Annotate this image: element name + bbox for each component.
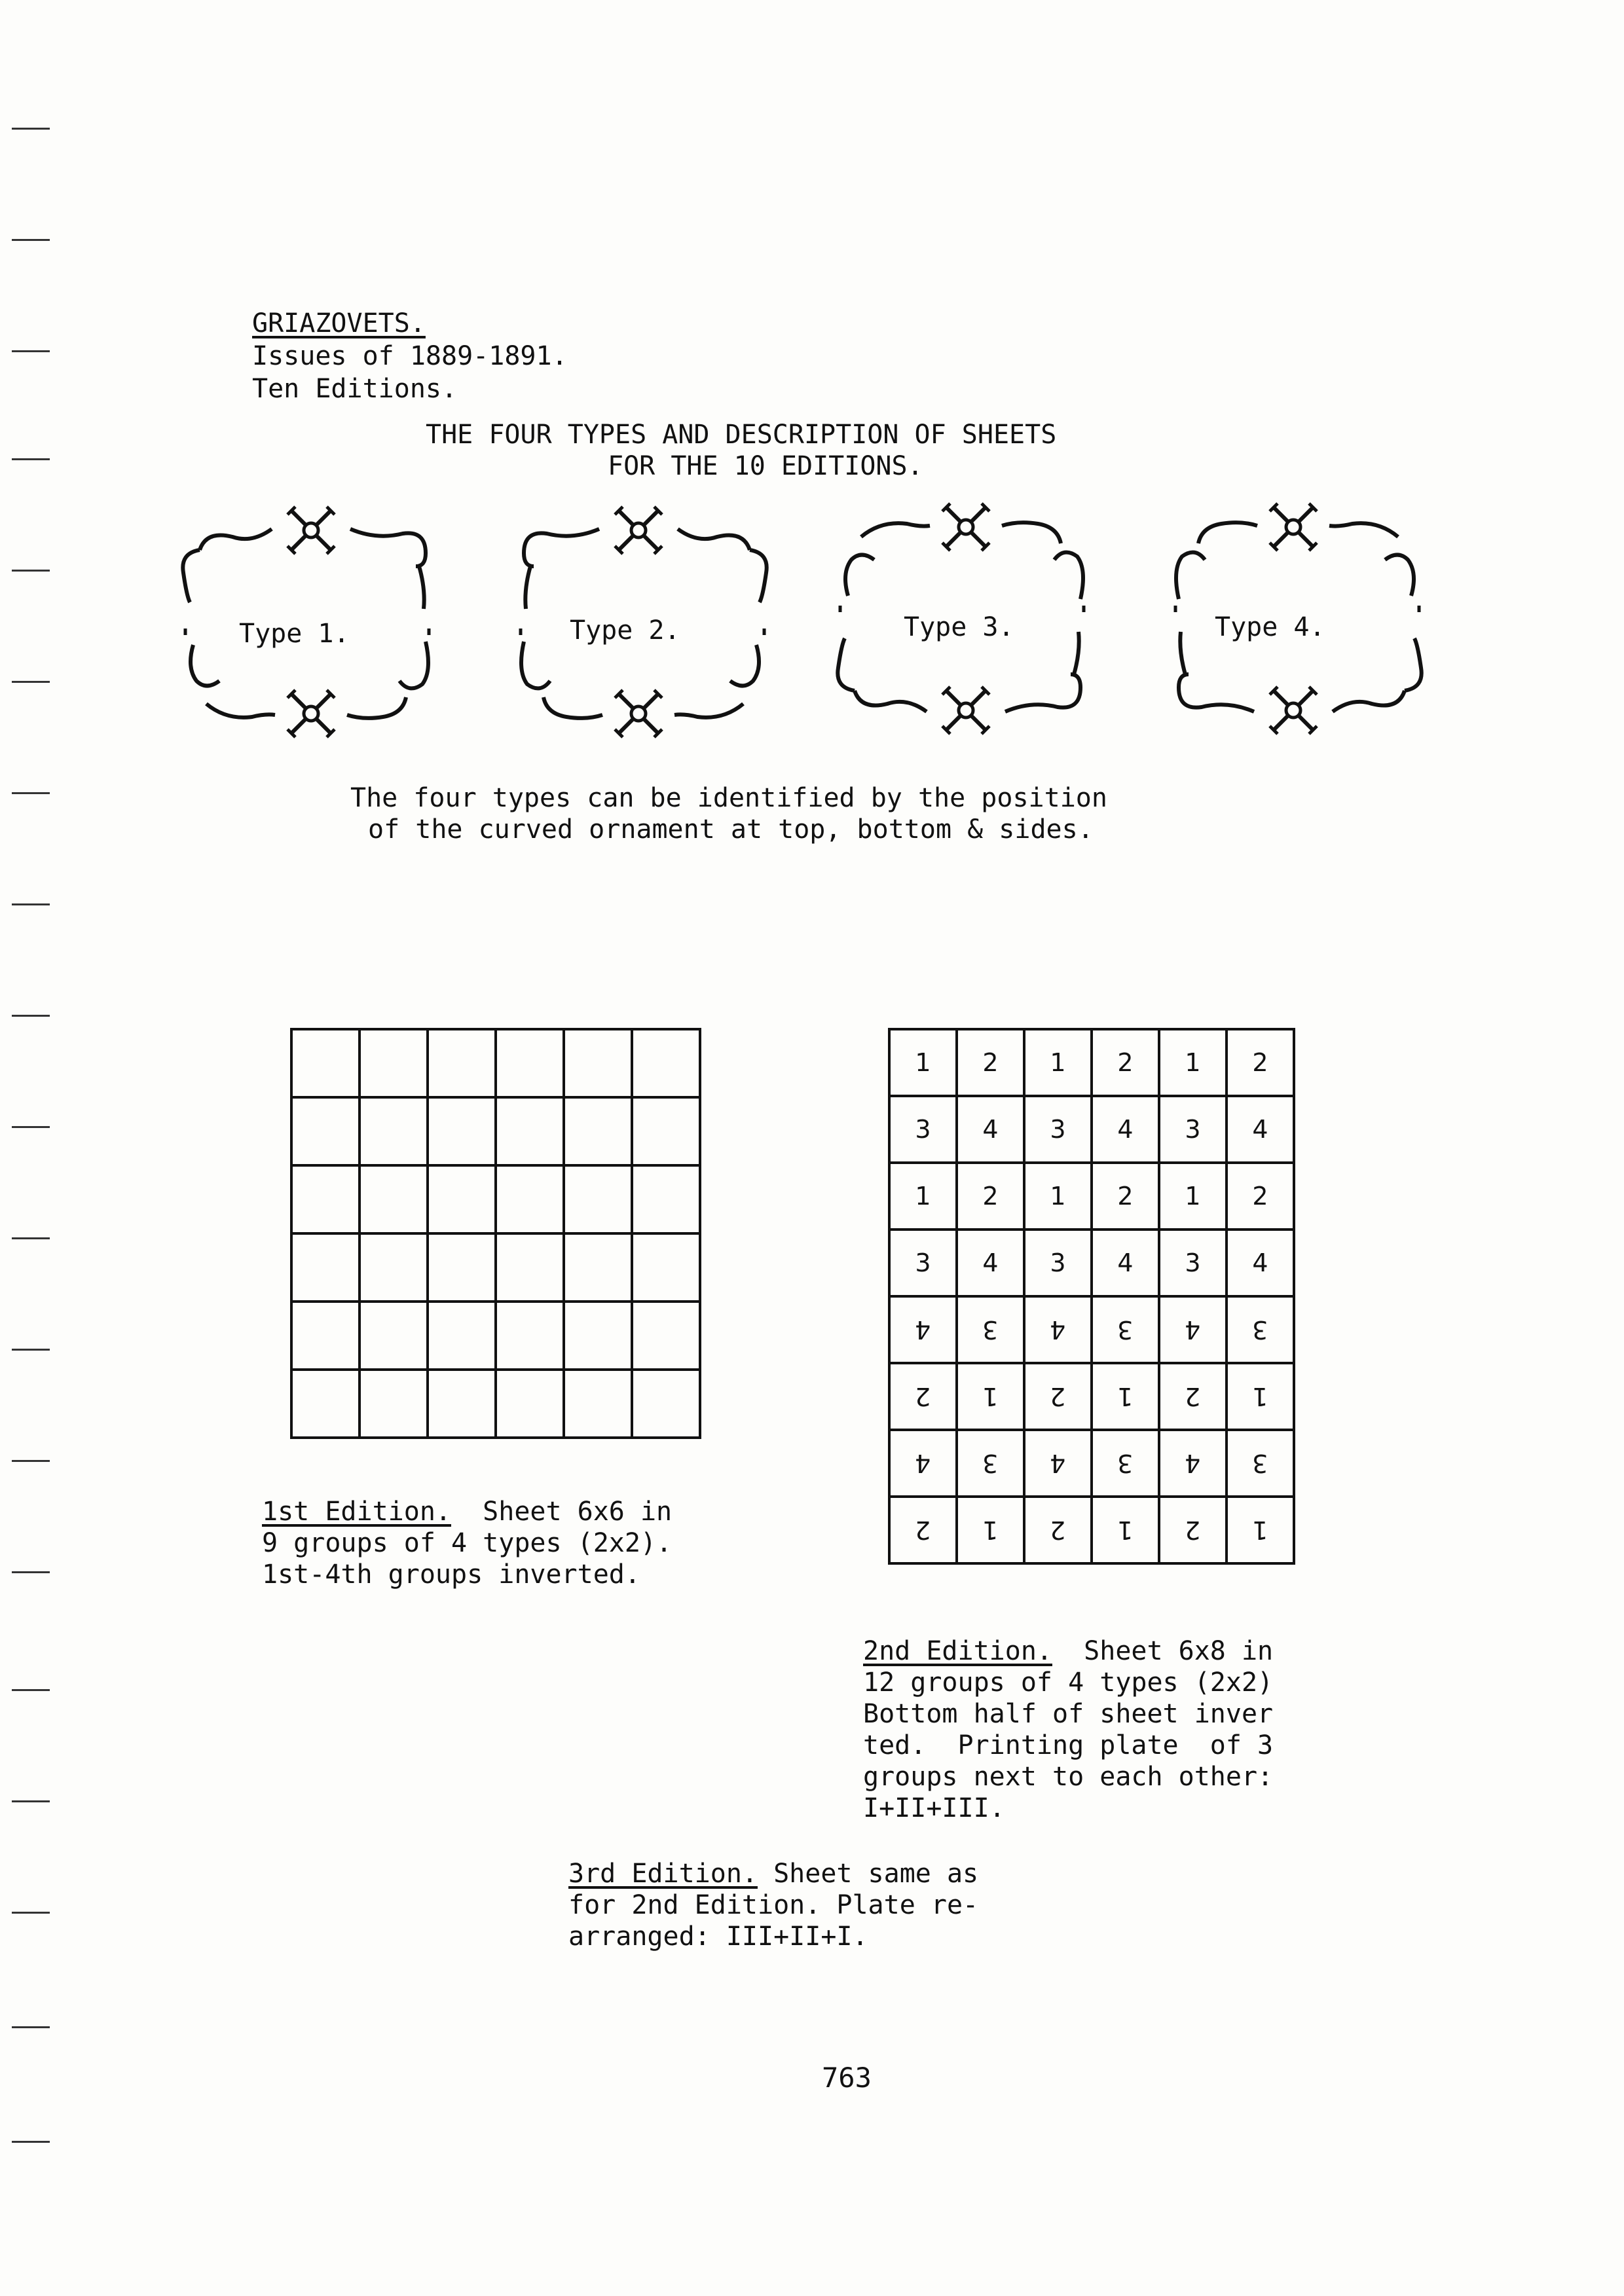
- edition-3-line-2: for 2nd Edition. Plate re-: [568, 1890, 979, 1920]
- page-title: GRIAZOVETS.: [252, 308, 426, 338]
- edition-2-line-1-text: Sheet 6x8 in: [1052, 1636, 1274, 1666]
- type-number: 4: [1117, 1115, 1134, 1144]
- sheet-cell: [1024, 1363, 1092, 1430]
- table-row: [889, 1029, 1294, 1096]
- type-number: 4: [915, 1315, 931, 1344]
- sheet-cell: [1092, 1363, 1159, 1430]
- type-number: 1: [1185, 1182, 1201, 1211]
- type-2-frame: [494, 504, 783, 740]
- sheet-cell: [1092, 1296, 1159, 1363]
- type-number: 4: [1252, 1115, 1268, 1144]
- sheet-cell: [1159, 1163, 1227, 1230]
- table-row: [889, 1230, 1294, 1296]
- sheet-cell: [889, 1230, 957, 1296]
- type-number: 1: [1252, 1516, 1268, 1544]
- type-number: 1: [982, 1382, 999, 1411]
- edition-1-heading: 1st Edition.: [262, 1497, 451, 1527]
- edition-1-line-3: 1st-4th groups inverted.: [262, 1559, 640, 1590]
- edition-3-line-1-text: Sheet same as: [757, 1859, 979, 1889]
- sheet-cell: [1227, 1096, 1294, 1163]
- sheet-cell: [1159, 1430, 1227, 1497]
- sheet-6x8-grid: [888, 1028, 1295, 1565]
- sheet-cell: [1092, 1430, 1159, 1497]
- type-3-frame: [822, 501, 1110, 737]
- type-number: 2: [1252, 1048, 1268, 1077]
- sheet-cell: [957, 1497, 1024, 1563]
- type-number: 1: [1117, 1516, 1134, 1544]
- sheet-cell: [1024, 1029, 1092, 1096]
- sheet-cell: [1024, 1230, 1092, 1296]
- edition-2-line-6: I+II+III.: [863, 1793, 1005, 1823]
- sheet-cell: [1024, 1430, 1092, 1497]
- sheet-cell: [889, 1497, 957, 1563]
- table-row: [889, 1497, 1294, 1563]
- edition-2-line-1: [863, 1635, 1273, 1667]
- edition-1-line-2: 9 groups of 4 types (2x2).: [262, 1528, 673, 1558]
- table-row: [889, 1363, 1294, 1430]
- edition-3-line-1: [568, 1858, 978, 1889]
- type-4-label: Type 4.: [1215, 612, 1325, 642]
- type-number: 4: [915, 1449, 931, 1478]
- sheet-cell: [1092, 1163, 1159, 1230]
- sheet-cell: [1159, 1096, 1227, 1163]
- sheet-cell: [1159, 1363, 1227, 1430]
- type-number: 1: [1050, 1048, 1066, 1077]
- type-number: 1: [1252, 1382, 1268, 1411]
- type-number: 2: [1117, 1048, 1134, 1077]
- type-number: 2: [982, 1182, 999, 1211]
- edition-2-line-5: groups next to each other:: [863, 1762, 1274, 1792]
- sheet-cell: [1227, 1497, 1294, 1563]
- sheet-cell: [889, 1096, 957, 1163]
- type-number: 2: [1185, 1516, 1201, 1544]
- type-number: 4: [1117, 1248, 1134, 1277]
- sheet-6x6-grid: [290, 1028, 701, 1439]
- sheet-cell: [1227, 1029, 1294, 1096]
- sheet-cell: [957, 1230, 1024, 1296]
- type-number: 1: [915, 1048, 931, 1077]
- type-number: 2: [1185, 1382, 1201, 1411]
- sheet-cell: [1092, 1497, 1159, 1563]
- table-row: [889, 1296, 1294, 1363]
- sheet-cell: [957, 1163, 1024, 1230]
- type-number: 1: [982, 1516, 999, 1544]
- sheet-cell: [1024, 1163, 1092, 1230]
- sheet-cell: [957, 1096, 1024, 1163]
- type-number: 2: [1252, 1182, 1268, 1211]
- type-1-label: Type 1.: [239, 619, 350, 649]
- sheet-cell: [1024, 1296, 1092, 1363]
- type-number: 3: [1050, 1248, 1066, 1277]
- editions-line: Ten Editions.: [252, 374, 458, 404]
- types-caption-line-1: The four types can be identified by the position: [350, 783, 1107, 813]
- type-number: 4: [1050, 1315, 1066, 1344]
- type-number: 3: [982, 1315, 999, 1344]
- type-number: 4: [1050, 1449, 1066, 1478]
- type-2-label: Type 2.: [570, 615, 680, 646]
- sheet-cell: [1159, 1230, 1227, 1296]
- sheet-cell: [1092, 1230, 1159, 1296]
- type-number: 2: [915, 1382, 931, 1411]
- type-number: 4: [1185, 1449, 1201, 1478]
- type-number: 4: [982, 1248, 999, 1277]
- type-number: 1: [1050, 1182, 1066, 1211]
- sheet-cell: [957, 1430, 1024, 1497]
- type-number: 3: [1117, 1315, 1134, 1344]
- table-row: [889, 1430, 1294, 1497]
- type-number: 3: [915, 1248, 931, 1277]
- edition-2-line-2: 12 groups of 4 types (2x2): [863, 1667, 1274, 1698]
- type-number: 3: [1252, 1315, 1268, 1344]
- sheet-cell: [1159, 1497, 1227, 1563]
- type-number: 2: [1050, 1516, 1066, 1544]
- table-row: [889, 1096, 1294, 1163]
- type-number: 3: [1185, 1248, 1201, 1277]
- type-number: 1: [1117, 1382, 1134, 1411]
- sheet-cell: [957, 1296, 1024, 1363]
- sheet-cell: [1159, 1296, 1227, 1363]
- type-number: 3: [982, 1449, 999, 1478]
- subtitle-line-2: FOR THE 10 EDITIONS.: [608, 451, 923, 481]
- type-number: 2: [915, 1516, 931, 1544]
- type-number: 1: [1185, 1048, 1201, 1077]
- edition-1-line-1-text: Sheet 6x6 in: [451, 1497, 673, 1527]
- sheet-cell: [1024, 1096, 1092, 1163]
- sheet-cell: [889, 1296, 957, 1363]
- sheet-cell: [889, 1430, 957, 1497]
- type-number: 2: [1117, 1182, 1134, 1211]
- sheet-cell: [1092, 1096, 1159, 1163]
- edition-3-heading: 3rd Edition.: [568, 1859, 758, 1889]
- sheet-cell: [1227, 1296, 1294, 1363]
- table-row: [889, 1163, 1294, 1230]
- types-caption-line-2: of the curved ornament at top, bottom & sides.: [368, 814, 1094, 845]
- edition-2-line-4: ted. Printing plate of 3: [863, 1730, 1274, 1760]
- type-number: 2: [1050, 1382, 1066, 1411]
- edition-1-line-1: [262, 1496, 672, 1527]
- type-number: 4: [1252, 1248, 1268, 1277]
- edition-2-line-3: Bottom half of sheet inver: [863, 1699, 1274, 1729]
- sheet-cell: [957, 1029, 1024, 1096]
- issues-line: Issues of 1889-1891.: [252, 341, 568, 371]
- type-number: 3: [1050, 1115, 1066, 1144]
- edition-2-heading: 2nd Edition.: [863, 1636, 1052, 1666]
- type-number: 3: [915, 1115, 931, 1144]
- sheet-cell: [1159, 1029, 1227, 1096]
- sheet-cell: [1092, 1029, 1159, 1096]
- sheet-cell: [889, 1029, 957, 1096]
- sheet-cell: [1227, 1363, 1294, 1430]
- sheet-cell: [889, 1363, 957, 1430]
- type-number: 3: [1252, 1449, 1268, 1478]
- sheet-cell: [1227, 1163, 1294, 1230]
- type-4-frame: [1149, 501, 1437, 737]
- sheet-cell: [1227, 1230, 1294, 1296]
- type-number: 3: [1185, 1115, 1201, 1144]
- type-1-frame: [167, 504, 455, 740]
- type-3-label: Type 3.: [904, 612, 1014, 642]
- sheet-cell: [889, 1163, 957, 1230]
- edition-3-line-3: arranged: III+II+I.: [568, 1922, 868, 1952]
- type-number: 2: [982, 1048, 999, 1077]
- type-number: 3: [1117, 1449, 1134, 1478]
- sheet-cell: [1024, 1497, 1092, 1563]
- page-number: 763: [822, 2062, 872, 2094]
- subtitle-line-1: THE FOUR TYPES AND DESCRIPTION OF SHEETS: [426, 420, 1057, 450]
- type-number: 1: [915, 1182, 931, 1211]
- type-number: 4: [982, 1115, 999, 1144]
- sheet-cell: [1227, 1430, 1294, 1497]
- type-number: 4: [1185, 1315, 1201, 1344]
- sheet-cell: [957, 1363, 1024, 1430]
